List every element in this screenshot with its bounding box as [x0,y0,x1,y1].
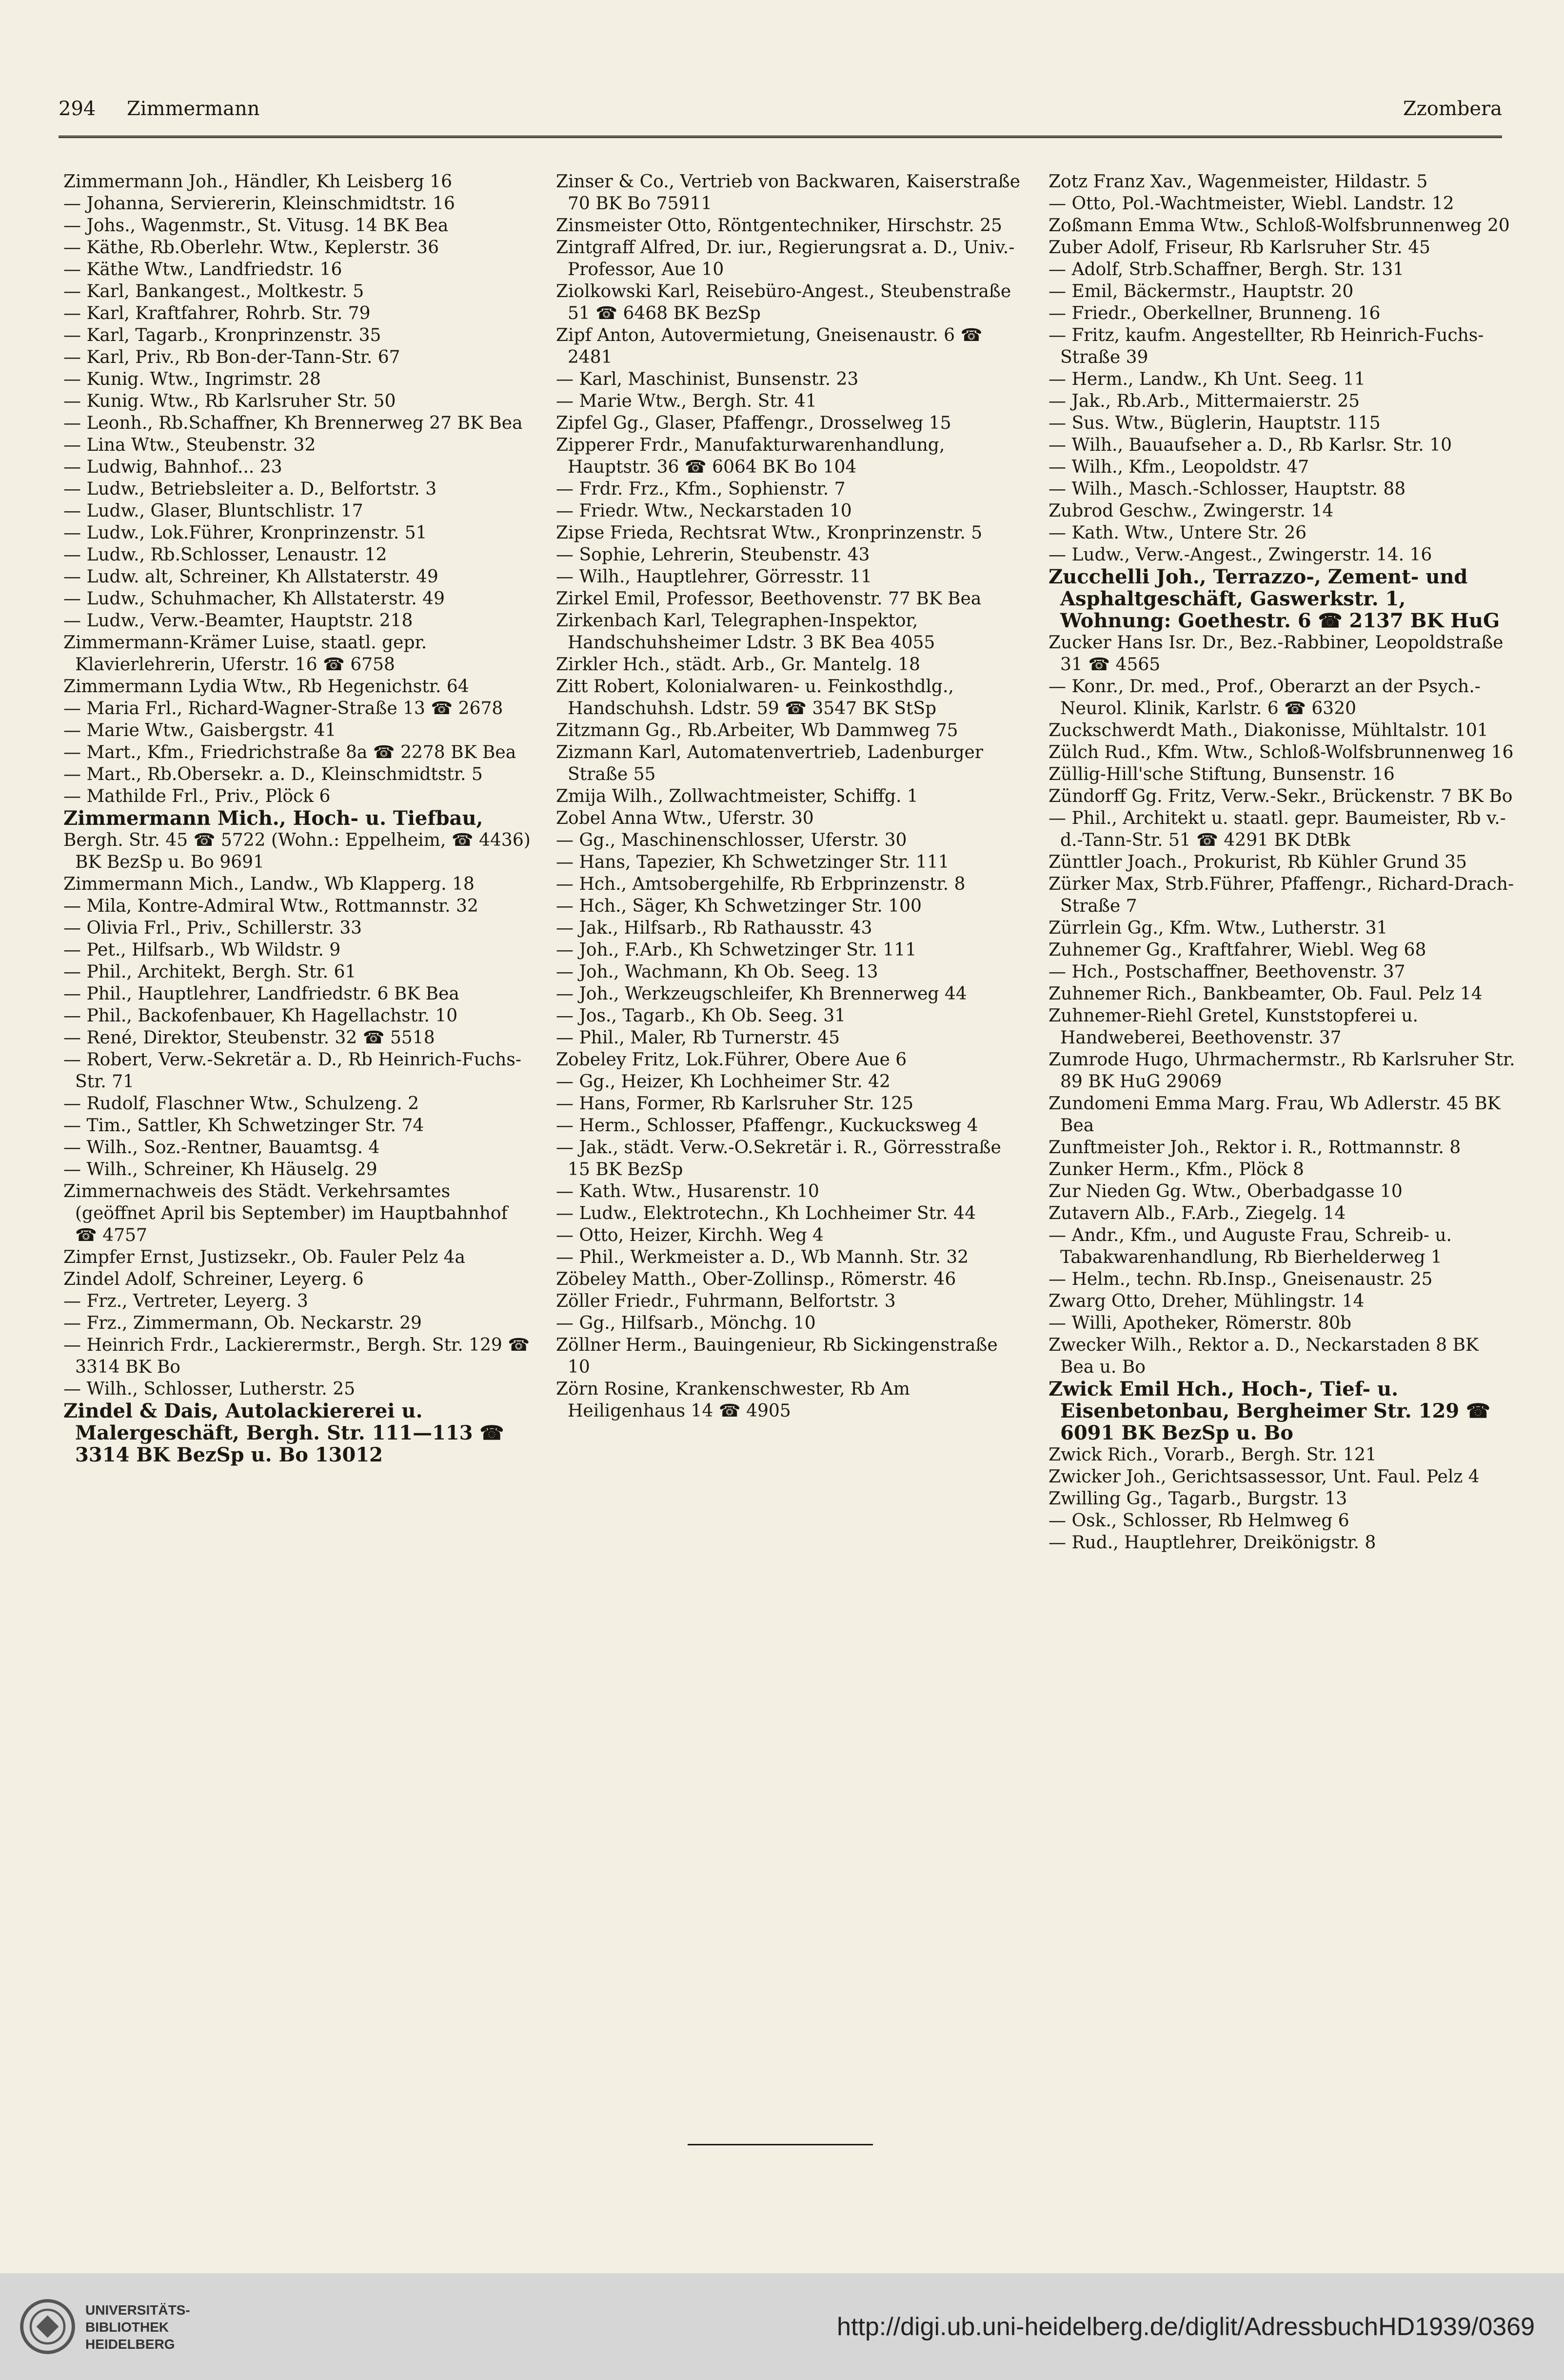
directory-entry: Zotz Franz Xav., Wagenmeister, Hildastr. 5 [1049,172,1428,192]
directory-entry: Zöllner Herm., Bauingenieur, Rb Sickingenstraße 10 [556,1335,998,1377]
directory-entry: Zipse Frieda, Rechtsrat Wtw., Kronprinzenstr. 5 [556,523,983,543]
directory-entry: Zunker Herm., Kfm., Plöck 8 [1049,1160,1304,1180]
directory-entry: — Joh., Werkzeugschleifer, Kh Brennerweg 44 [556,984,967,1004]
directory-entry: Zunftmeister Joh., Rektor i. R., Rottmannstr. 8 [1049,1138,1461,1158]
directory-entry: — Mart., Kfm., Friedrichstraße 8a ☎ 2278 BK Bea [63,742,516,762]
directory-entry: Zutavern Alb., F.Arb., Ziegelg. 14 [1049,1203,1346,1223]
directory-entry: — Wilh., Bauaufseher a. D., Rb Karlsr. Str. 10 [1049,435,1452,455]
directory-entry: Zindel Adolf, Schreiner, Leyerg. 6 [63,1269,364,1289]
directory-entry: — Olivia Frl., Priv., Schillerstr. 33 [63,918,362,938]
directory-entry: Zirkenbach Karl, Telegraphen-Inspektor, Handschuhsheimer Ldstr. 3 BK Bea 4055 [556,611,935,653]
directory-entry: — Phil., Werkmeister a. D., Wb Mannh. Str. 32 [556,1247,969,1267]
directory-entry: — Ludw., Glaser, Bluntschlistr. 17 [63,501,363,521]
end-rule [688,2144,873,2145]
directory-entry: Zubrod Geschw., Zwingerstr. 14 [1049,501,1334,521]
directory-entry: — Emil, Bäckermstr., Hauptstr. 20 [1049,281,1354,301]
directory-entry: — Wilh., Masch.-Schlosser, Hauptstr. 88 [1049,479,1406,499]
directory-entry: Zünttler Joach., Prokurist, Rb Kühler Grund 35 [1049,852,1467,872]
directory-entry: — Ludw., Verw.-Beamter, Hauptstr. 218 [63,611,413,631]
directory-entry: Zucchelli Joh., Terrazzo-, Zement- und Asphaltgeschäft, Gaswerkstr. 1, Wohnung: Goethestr. 6 ☎ 2137 BK HuG [1049,565,1500,632]
directory-entry: — Tim., Sattler, Kh Schwetzinger Str. 74 [63,1116,424,1136]
directory-entry: — Joh., F.Arb., Kh Schwetzinger Str. 111 [556,940,917,960]
directory-entry: — Hans, Former, Rb Karlsruher Str. 125 [556,1094,913,1114]
directory-entry: Zwarg Otto, Dreher, Mühlingstr. 14 [1049,1291,1365,1311]
directory-entry: — Wilh., Soz.-Rentner, Bauamtsg. 4 [63,1138,380,1158]
directory-entry: Zitt Robert, Kolonialwaren- u. Feinkosthdlg., Handschuhsh. Ldstr. 59 ☎ 3547 BK StSp [556,677,954,719]
directory-entry: Zindel & Dais, Autolackiererei u. Malergeschäft, Bergh. Str. 111—113 ☎ 3314 BK BezSp u. Bo 13012 [63,1400,504,1466]
directory-entry: — Jak., Hilfsarb., Rb Rathausstr. 43 [556,918,872,938]
directory-entry: — Ludwig, Bahnhof... 23 [63,457,282,477]
directory-entry: — Ludw., Elektrotechn., Kh Lochheimer Str. 44 [556,1203,976,1223]
directory-entry: — Gg., Maschinenschlosser, Uferstr. 30 [556,830,907,850]
directory-entry: — Konr., Dr. med., Prof., Oberarzt an der Psych.-Neurol. Klinik, Karlstr. 6 ☎ 6320 [1049,677,1481,719]
directory-entry: Zimmermann Mich., Landw., Wb Klapperg. 18 [63,874,475,894]
directory-entry: — Sus. Wtw., Büglerin, Hauptstr. 115 [1049,413,1381,433]
directory-entry: Zmija Wilh., Zollwachtmeister, Schiffg. 1 [556,786,918,806]
running-head-right: Zzombera [1403,98,1502,120]
directory-entry: Zwilling Gg., Tagarb., Burgstr. 13 [1049,1489,1347,1509]
directory-entry: — Karl, Bankangest., Moltkestr. 5 [63,281,364,301]
directory-entry: Zülch Rud., Kfm. Wtw., Schloß-Wolfsbrunnenweg 16 [1049,742,1514,762]
library-name-line-1: UNIVERSITÄTS- [85,2302,190,2318]
directory-entry: — Frz., Vertreter, Leyerg. 3 [63,1291,308,1311]
directory-entry: — Ludw., Schuhmacher, Kh Allstaterstr. 49 [63,589,445,609]
directory-entry: Zobel Anna Wtw., Uferstr. 30 [556,808,814,828]
directory-entry: — Phil., Architekt, Bergh. Str. 61 [63,962,356,982]
directory-entry: — Gg., Heizer, Kh Lochheimer Str. 42 [556,1072,891,1092]
directory-entry: Zinsmeister Otto, Röntgentechniker, Hirschstr. 25 [556,216,1002,236]
directory-entry: — Wilh., Schlosser, Lutherstr. 25 [63,1379,356,1399]
directory-entry: Züllig-Hill'sche Stiftung, Bunsenstr. 16 [1049,764,1395,784]
directory-entry: — Ludw. alt, Schreiner, Kh Allstaterstr. 49 [63,567,438,587]
column-3 [1049,171,1517,1554]
footer-bar [0,2273,1564,2380]
directory-entry: — Leonh., Rb.Schaffner, Kh Brennerweg 27 BK Bea [63,413,523,433]
directory-entry: — Frdr. Frz., Kfm., Sophienstr. 7 [556,479,846,499]
directory-entry: — Mila, Kontre-Admiral Wtw., Rottmannstr. 32 [63,896,478,916]
directory-entry: Zöller Friedr., Fuhrmann, Belfortstr. 3 [556,1291,896,1311]
directory-entry: — Jak., Rb.Arb., Mittermaierstr. 25 [1049,391,1360,411]
directory-entry: — Sophie, Lehrerin, Steubenstr. 43 [556,545,870,565]
directory-entry: Zumrode Hugo, Uhrmachermstr., Rb Karlsruher Str. 89 BK HuG 29069 [1049,1050,1515,1092]
directory-entry: Zwick Emil Hch., Hoch-, Tief- u. Eisenbetonbau, Bergheimer Str. 129 ☎ 6091 BK BezSp u. Bo [1049,1378,1490,1444]
directory-entry: — Käthe Wtw., Landfriedstr. 16 [63,260,342,280]
directory-entry: Zuber Adolf, Friseur, Rb Karlsruher Str. 45 [1049,238,1430,258]
directory-entry: — Ludw., Betriebsleiter a. D., Belfortstr. 3 [63,479,437,499]
university-seal-icon [20,2299,76,2355]
directory-entry: — Hch., Säger, Kh Schwetzinger Str. 100 [556,896,922,916]
directory-entry: Bergh. Str. 45 ☎ 5722 (Wohn.: Eppelheim, ☎ 4436) BK BezSp u. Bo 9691 [63,830,531,872]
directory-entry: — Wilh., Schreiner, Kh Häuselg. 29 [63,1160,377,1180]
directory-entry: — Jak., städt. Verw.-O.Sekretär i. R., Görresstraße 15 BK BezSp [556,1138,1001,1180]
directory-entry: Zürrlein Gg., Kfm. Wtw., Lutherstr. 31 [1049,918,1388,938]
directory-entry: — Kath. Wtw., Husarenstr. 10 [556,1181,819,1201]
column-2 [556,171,1024,1422]
directory-entry: Zuhnemer Rich., Bankbeamter, Ob. Faul. Pelz 14 [1049,984,1483,1004]
directory-entry: — Maria Frl., Richard-Wagner-Straße 13 ☎ 2678 [63,699,503,719]
directory-entry: — Jos., Tagarb., Kh Ob. Seeg. 31 [556,1006,846,1026]
directory-entry: — Gg., Hilfsarb., Mönchg. 10 [556,1313,816,1333]
directory-entry: — Lina Wtw., Steubenstr. 32 [63,435,316,455]
directory-entry: — Karl, Priv., Rb Bon-der-Tann-Str. 67 [63,347,400,367]
directory-entry: Zur Nieden Gg. Wtw., Oberbadgasse 10 [1049,1181,1403,1201]
directory-entry: Zimmermann Mich., Hoch- u. Tiefbau, [63,807,483,830]
directory-entry: — Joh., Wachmann, Kh Ob. Seeg. 13 [556,962,878,982]
directory-entry: Zirkler Hch., städt. Arb., Gr. Mantelg. 18 [556,655,920,675]
directory-entry: — Rud., Hauptlehrer, Dreikönigstr. 8 [1049,1533,1376,1553]
column-1 [63,171,532,1466]
directory-entry: Zoßmann Emma Wtw., Schloß-Wolfsbrunnenweg 20 [1049,216,1510,236]
directory-entry: — Mathilde Frl., Priv., Plöck 6 [63,786,331,806]
directory-entry: Zuhnemer Gg., Kraftfahrer, Wiebl. Weg 68 [1049,940,1426,960]
directory-entry: — Phil., Hauptlehrer, Landfriedstr. 6 BK Bea [63,984,459,1004]
directory-entry: Zwick Rich., Vorarb., Bergh. Str. 121 [1049,1445,1377,1465]
directory-entry: — Friedr. Wtw., Neckarstaden 10 [556,501,852,521]
header-rule [59,136,1502,138]
directory-entry: — Wilh., Hauptlehrer, Görresstr. 11 [556,567,872,587]
directory-entry: Zürker Max, Strb.Führer, Pfaffengr., Richard-Drach-Straße 7 [1049,874,1514,916]
directory-entry: Zitzmann Gg., Rb.Arbeiter, Wb Dammweg 75 [556,720,958,740]
directory-entry: Zwicker Joh., Gerichtsassessor, Unt. Faul. Pelz 4 [1049,1467,1480,1487]
directory-entry: — Ludw., Rb.Schlosser, Lenaustr. 12 [63,545,387,565]
directory-entry: Zimpfer Ernst, Justizsekr., Ob. Fauler Pelz 4a [63,1247,466,1267]
directory-entry: Zimmermann-Krämer Luise, staatl. gepr. Klavierlehrerin, Uferstr. 16 ☎ 6758 [63,633,427,675]
library-name-line-2: BIBLIOTHEK [85,2320,169,2335]
directory-entry: — Kunig. Wtw., Ingrimstr. 28 [63,369,321,389]
directory-entry: Zintgraff Alfred, Dr. iur., Regierungsrat a. D., Univ.-Professor, Aue 10 [556,238,1015,280]
directory-entry: — René, Direktor, Steubenstr. 32 ☎ 5518 [63,1028,435,1048]
directory-entry: Zimmermann Joh., Händler, Kh Leisberg 16 [63,172,452,192]
directory-entry: — Hch., Amtsobergehilfe, Rb Erbprinzenstr. 8 [556,874,966,894]
directory-entry: Ziolkowski Karl, Reisebüro-Angest., Steubenstraße 51 ☎ 6468 BK BezSp [556,281,1011,323]
library-name [85,2301,190,2353]
page-number: 294 [59,98,96,120]
directory-entry: — Ludw., Verw.-Angest., Zwingerstr. 14. 16 [1049,545,1432,565]
directory-entry: — Karl, Tagarb., Kronprinzenstr. 35 [63,325,381,345]
directory-entry: — Frz., Zimmermann, Ob. Neckarstr. 29 [63,1313,422,1333]
directory-entry: Zimmermann Lydia Wtw., Rb Hegenichstr. 64 [63,677,469,697]
directory-entry: Zirkel Emil, Professor, Beethovenstr. 77 BK Bea [556,589,982,609]
directory-entry: — Ludw., Lok.Führer, Kronprinzenstr. 51 [63,523,427,543]
directory-entry: — Herm., Schlosser, Pfaffengr., Kuckucksweg 4 [556,1116,978,1136]
directory-entry: — Fritz, kaufm. Angestellter, Rb Heinrich-Fuchs-Straße 39 [1049,325,1484,367]
directory-entry: — Karl, Kraftfahrer, Rohrb. Str. 79 [63,303,371,323]
directory-entry: — Heinrich Frdr., Lackierermstr., Bergh. Str. 129 ☎ 3314 BK Bo [63,1335,530,1377]
directory-entry: — Marie Wtw., Bergh. Str. 41 [556,391,817,411]
directory-entry: — Käthe, Rb.Oberlehr. Wtw., Keplerstr. 36 [63,238,439,258]
directory-entry: — Phil., Architekt u. staatl. gepr. Baumeister, Rb v.-d.-Tann-Str. 51 ☎ 4291 BK DtBk [1049,808,1506,850]
directory-entry: Zwecker Wilh., Rektor a. D., Neckarstaden 8 BK Bea u. Bo [1049,1335,1479,1377]
running-head-left: Zimmermann [127,98,260,120]
directory-entry: Zobeley Fritz, Lok.Führer, Obere Aue 6 [556,1050,907,1070]
directory-entry: Zucker Hans Isr. Dr., Bez.-Rabbiner, Leopoldstraße 31 ☎ 4565 [1049,633,1504,675]
directory-entry: — Wilh., Kfm., Leopoldstr. 47 [1049,457,1309,477]
directory-entry: — Hans, Tapezier, Kh Schwetzinger Str. 111 [556,852,950,872]
directory-entry: — Osk., Schlosser, Rb Helmweg 6 [1049,1511,1349,1531]
directory-entry: Zuckschwerdt Math., Diakonisse, Mühltalstr. 101 [1049,720,1488,740]
directory-entry: Zündorff Gg. Fritz, Verw.-Sekr., Brückenstr. 7 BK Bo [1049,786,1513,806]
directory-entry: Zipperer Frdr., Manufakturwarenhandlung, Hauptstr. 36 ☎ 6064 BK Bo 104 [556,435,945,477]
directory-entry: Zundomeni Emma Marg. Frau, Wb Adlerstr. 45 BK Bea [1049,1094,1501,1136]
directory-entry: — Pet., Hilfsarb., Wb Wildstr. 9 [63,940,341,960]
directory-entry: Zuhnemer-Riehl Gretel, Kunststopferei u. Handweberei, Beethovenstr. 37 [1049,1006,1419,1048]
source-url-link[interactable]: http://digi.ub.uni-heidelberg.de/diglit/AdressbuchHD1939/0369 [837,2313,1535,2341]
directory-entry: — Johs., Wagenmstr., St. Vitusg. 14 BK Bea [63,216,449,236]
directory-entry: — Johanna, Serviererin, Kleinschmidtstr. 16 [63,194,455,214]
directory-entry: Zörn Rosine, Krankenschwester, Rb Am Heiligenhaus 14 ☎ 4905 [556,1379,910,1421]
directory-entry: — Kath. Wtw., Untere Str. 26 [1049,523,1307,543]
directory-entry: Zizmann Karl, Automatenvertrieb, Ladenburger Straße 55 [556,742,983,784]
library-name-line-3: HEIDELBERG [85,2337,175,2352]
directory-entry: Zipf Anton, Autovermietung, Gneisenaustr. 6 ☎ 2481 [556,325,983,367]
directory-entry: — Otto, Heizer, Kirchh. Weg 4 [556,1225,824,1245]
directory-entry: — Mart., Rb.Obersekr. a. D., Kleinschmidtstr. 5 [63,764,483,784]
directory-entry: — Hch., Postschaffner, Beethovenstr. 37 [1049,962,1406,982]
directory-entry: — Phil., Backofenbauer, Kh Hagellachstr. 10 [63,1006,458,1026]
directory-entry: — Kunig. Wtw., Rb Karlsruher Str. 50 [63,391,396,411]
directory-entry: — Karl, Maschinist, Bunsenstr. 23 [556,369,859,389]
directory-entry: — Otto, Pol.-Wachtmeister, Wiebl. Landstr. 12 [1049,194,1454,214]
directory-entry: — Phil., Maler, Rb Turnerstr. 45 [556,1028,840,1048]
directory-entry: — Helm., techn. Rb.Insp., Gneisenaustr. 25 [1049,1269,1433,1289]
directory-entry: — Adolf, Strb.Schaffner, Bergh. Str. 131 [1049,260,1405,280]
directory-entry: — Herm., Landw., Kh Unt. Seeg. 11 [1049,369,1366,389]
directory-entry: — Robert, Verw.-Sekretär a. D., Rb Heinrich-Fuchs-Str. 71 [63,1050,522,1092]
page-header [59,98,1502,132]
directory-entry: — Friedr., Oberkellner, Brunneng. 16 [1049,303,1381,323]
directory-entry: — Rudolf, Flaschner Wtw., Schulzeng. 2 [63,1094,419,1114]
directory-entry: Zöbeley Matth., Ober-Zollinsp., Römerstr. 46 [556,1269,956,1289]
directory-entry: — Andr., Kfm., und Auguste Frau, Schreib- u. Tabakwarenhandlung, Rb Bierhelderweg 1 [1049,1225,1452,1267]
directory-entry: Zinser & Co., Vertrieb von Backwaren, Kaiserstraße 70 BK Bo 75911 [556,172,1020,214]
directory-entry: Zimmernachweis des Städt. Verkehrsamtes (geöffnet April bis September) im Hauptbahnhof ☎ 4757 [63,1181,508,1245]
directory-entry: Zipfel Gg., Glaser, Pfaffengr., Drosselweg 15 [556,413,951,433]
directory-entry: — Marie Wtw., Gaisbergstr. 41 [63,720,337,740]
directory-entry: — Willi, Apotheker, Römerstr. 80b [1049,1313,1352,1333]
